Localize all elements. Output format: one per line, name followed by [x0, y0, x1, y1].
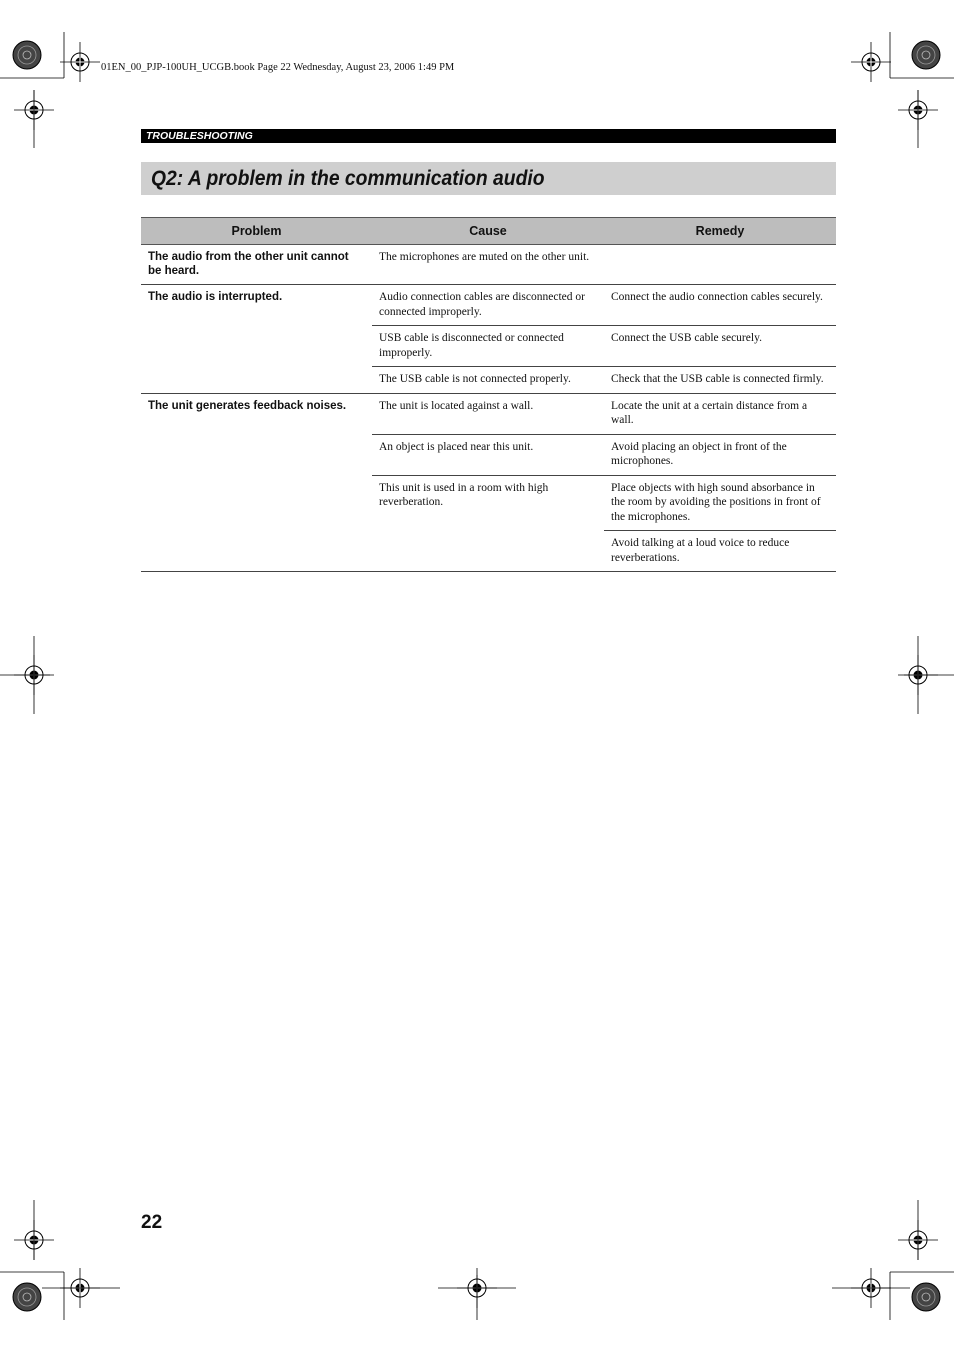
cause-cell: The microphones are muted on the other unit.	[372, 245, 604, 285]
cause-cell: An object is placed near this unit.	[372, 434, 604, 475]
page-number: 22	[141, 1212, 163, 1233]
remedy-cell: Check that the USB cable is connected firmly.	[604, 367, 836, 394]
print-slug: 01EN_00_PJP-100UH_UCGB.book Page 22 Wednesday, August 23, 2006 1:49 PM	[101, 62, 455, 73]
registration-star-icon	[912, 1283, 940, 1311]
cause-cell: Audio connection cables are disconnected or connected improperly.	[372, 285, 604, 326]
troubleshooting-table	[141, 217, 836, 572]
table-row	[141, 393, 836, 434]
problem-cell: The audio from the other unit cannot be heard.	[141, 245, 372, 285]
heading-bar	[141, 162, 836, 195]
table-row	[141, 285, 836, 326]
registration-mark-icon	[851, 42, 891, 82]
registration-star-icon	[912, 41, 940, 69]
remedy-cell: Connect the USB cable securely.	[604, 326, 836, 367]
problem-cell: The unit generates feedback noises.	[141, 393, 372, 572]
column-header-cause: Cause	[372, 218, 604, 245]
cause-cell: The USB cable is not connected properly.	[372, 367, 604, 394]
registration-star-icon	[13, 1283, 41, 1311]
registration-mark-icon	[60, 42, 100, 82]
registration-star-icon	[13, 41, 41, 69]
remedy-cell: Avoid talking at a loud voice to reduce reverberations.	[604, 531, 836, 572]
page-title: Q2: A problem in the communication audio	[151, 167, 545, 190]
remedy-cell: Connect the audio connection cables securely.	[604, 285, 836, 326]
column-header-remedy: Remedy	[604, 218, 836, 245]
column-header-problem: Problem	[141, 218, 372, 245]
remedy-cell: Avoid placing an object in front of the microphones.	[604, 434, 836, 475]
cause-cell: The unit is located against a wall.	[372, 393, 604, 434]
remedy-cell: Locate the unit at a certain distance from a wall.	[604, 393, 836, 434]
table-header-row	[141, 218, 836, 245]
remedy-cell	[604, 245, 836, 285]
problem-cell: The audio is interrupted.	[141, 285, 372, 394]
section-header: TROUBLESHOOTING	[141, 129, 836, 143]
table-row	[141, 245, 836, 285]
cause-cell: This unit is used in a room with high reverberation.	[372, 475, 604, 572]
remedy-cell: Place objects with high sound absorbance in the room by avoiding the positions in front of the microphones.	[604, 475, 836, 531]
cause-cell: USB cable is disconnected or connected improperly.	[372, 326, 604, 367]
